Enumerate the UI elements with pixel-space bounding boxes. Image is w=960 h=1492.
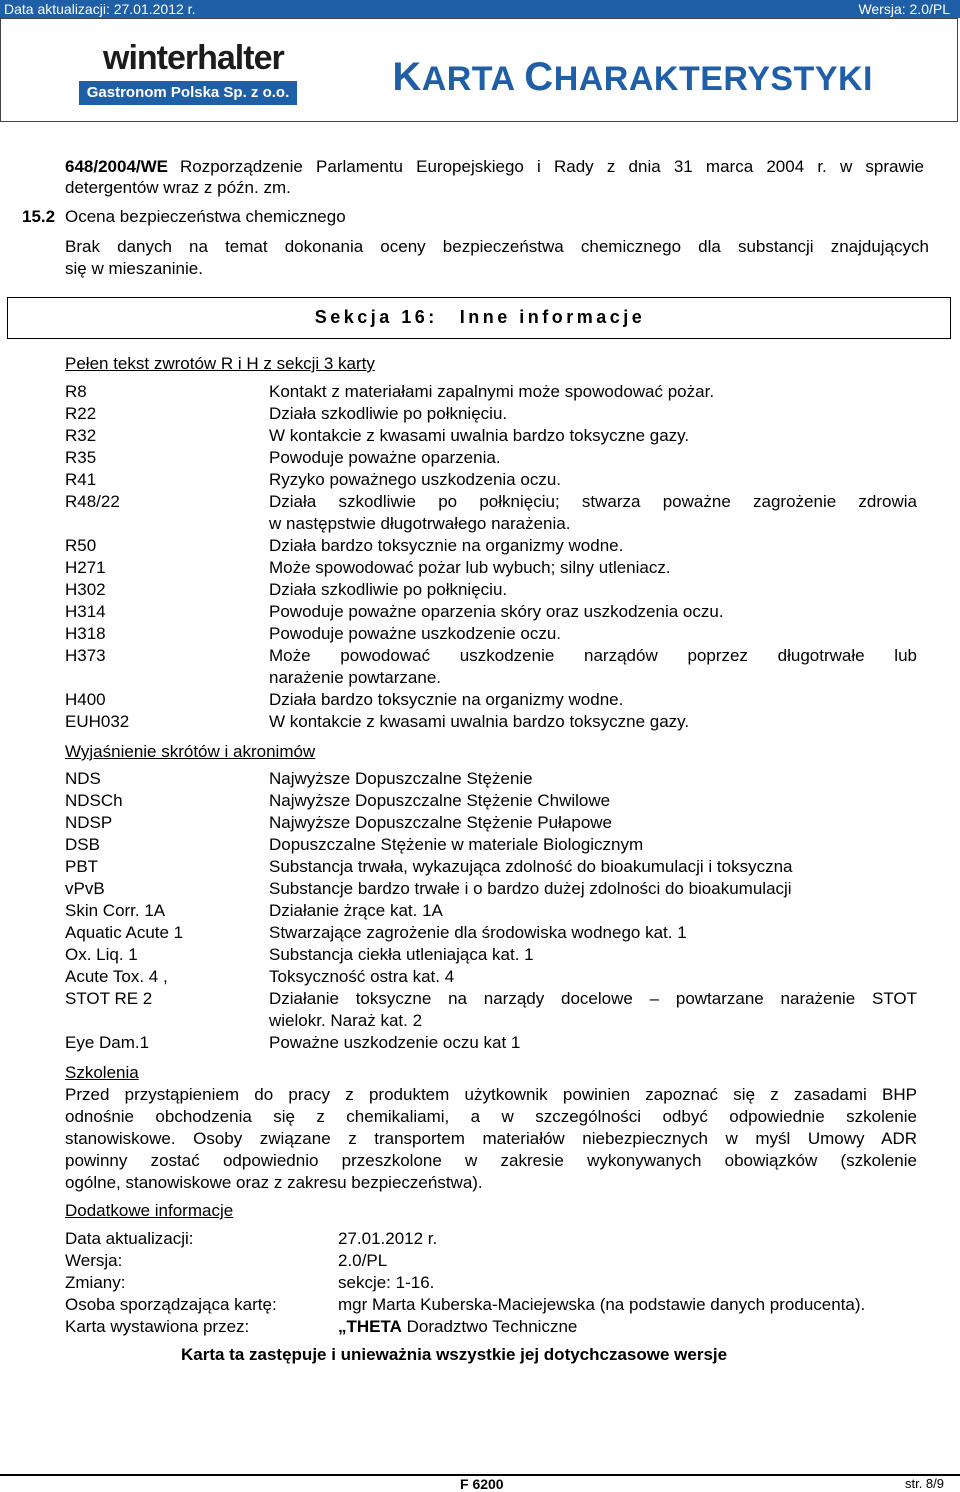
- document-header: [0, 18, 958, 122]
- phrase-code: R50: [65, 536, 97, 555]
- phrase-code: H302: [65, 580, 106, 599]
- update-date: Data aktualizacji: 27.01.2012 r.: [4, 1, 196, 17]
- abbreviation-text: Toksyczność ostra kat. 4: [269, 967, 455, 986]
- phrase-code: R8: [65, 382, 87, 401]
- abbreviation-code: Skin Corr. 1A: [65, 901, 166, 920]
- phrase-text: Działa bardzo toksycznie na organizmy wodne.: [269, 690, 624, 709]
- info-label: Zmiany:: [65, 1273, 126, 1292]
- phrase-text: Może powodować uszkodzenie narządów poprzez długotrwałe lub: [269, 646, 917, 665]
- replacement-note: Karta ta zastępuje i unieważnia wszystkie jej dotychczasowe wersje: [181, 1345, 728, 1364]
- abbreviation-text: Substancja ciekła utleniająca kat. 1: [269, 945, 534, 964]
- phrase-text: W kontakcie z kwasami uwalnia bardzo toksyczne gazy.: [269, 426, 690, 445]
- info-value: sekcje: 1-16.: [338, 1273, 435, 1292]
- phrase-text-cont: w następstwie długotrwałego narażenia.: [269, 514, 571, 533]
- info-label: Wersja:: [65, 1251, 123, 1270]
- training-line: stanowiskowe. Osoby związane z transportem materiałów niebezpiecznych w myśl Umowy ADR: [65, 1129, 917, 1148]
- phrase-code: R48/22: [65, 492, 120, 511]
- version: Wersja: 2.0/PL: [858, 1, 950, 17]
- info-value: 2.0/PL: [338, 1251, 388, 1270]
- abbreviation-code: Ox. Liq. 1: [65, 945, 138, 964]
- section-header: [7, 297, 951, 339]
- phrase-code: H400: [65, 690, 106, 709]
- phrase-text: Działa szkodliwie po połknięciu.: [269, 404, 508, 423]
- regulation-text: Rozporządzenie Parlamentu Europejskiego i Rady z dnia 31 marca 2004 r. w sprawie: [180, 157, 924, 176]
- training-heading: Szkolenia: [65, 1063, 139, 1082]
- abbreviation-code: Aquatic Acute 1: [65, 923, 184, 942]
- regulation-text-cont: detergentów wraz z późn. zm.: [65, 178, 291, 197]
- abbreviation-text: Dopuszczalne Stężenie w materiale Biologicznym: [269, 835, 644, 854]
- phrase-text: Ryzyko poważnego uszkodzenia oczu.: [269, 470, 561, 489]
- phrase-text: Powoduje poważne uszkodzenie oczu.: [269, 624, 562, 643]
- page-number: str. 8/9: [904, 1476, 944, 1491]
- company-logo: [79, 39, 297, 111]
- issued-by-value: „THETA Doradztwo Techniczne: [338, 1317, 578, 1336]
- training-line: odnośnie obchodzenia się z chemikaliami, a w szczególności odbyć odpowiednie szkolenie: [65, 1107, 917, 1126]
- phrase-text: Działa bardzo toksycznie na organizmy wodne.: [269, 536, 624, 555]
- phrase-code: R35: [65, 448, 97, 467]
- phrases-heading: Pełen tekst zwrotów R i H z sekcji 3 karty: [65, 354, 375, 373]
- abbreviation-text: Najwyższe Dopuszczalne Stężenie Pułapowe: [269, 813, 613, 832]
- abbreviation-code: NDS: [65, 769, 101, 788]
- phrase-text: Kontakt z materiałami zapalnymi może spowodować pożar.: [269, 382, 715, 401]
- abbreviation-text: Działanie żrące kat. 1A: [269, 901, 443, 920]
- info-label: Data aktualizacji:: [65, 1229, 194, 1248]
- phrase-text: Powoduje poważne oparzenia skóry oraz uszkodzenia oczu.: [269, 602, 724, 621]
- info-value: mgr Marta Kuberska-Maciejewska (na podstawie danych producenta).: [338, 1295, 866, 1314]
- abbreviation-code: vPvB: [65, 879, 105, 898]
- abbreviation-code: NDSP: [65, 813, 113, 832]
- abbreviation-code: PBT: [65, 857, 99, 876]
- phrase-text: Działa szkodliwie po połknięciu; stwarza poważne zagrożenie zdrowia: [269, 492, 917, 511]
- section-title: Sekcja 16: Inne informacje: [314, 307, 646, 327]
- phrase-code: H373: [65, 646, 106, 665]
- phrase-text: Może spowodować pożar lub wybuch; silny utleniacz.: [269, 558, 671, 577]
- abbreviation-text: Najwyższe Dopuszczalne Stężenie: [269, 769, 533, 788]
- abbreviation-text: Poważne uszkodzenie oczu kat 1: [269, 1033, 521, 1052]
- info-value: 27.01.2012 r.: [338, 1229, 438, 1248]
- phrase-text: W kontakcie z kwasami uwalnia bardzo toksyczne gazy.: [269, 712, 690, 731]
- footer-code: F 6200: [460, 1476, 504, 1492]
- subsection-title: Ocena bezpieczeństwa chemicznego: [65, 207, 346, 226]
- abbreviation-text-cont: wielokr. Naraż kat. 2: [269, 1011, 423, 1030]
- top-bar: [0, 0, 960, 18]
- abbreviation-code: DSB: [65, 835, 100, 854]
- training-line: Przed przystąpieniem do pracy z produktem użytkownik powinien zapoznać się z zasadami BHP: [65, 1085, 917, 1104]
- info-label: Osoba sporządzająca kartę:: [65, 1295, 277, 1314]
- abbreviation-text: Substancje bardzo trwałe i o bardzo dużej zdolności do bioakumulacji: [269, 879, 792, 898]
- abbreviation-code: Acute Tox. 4 ,: [65, 967, 168, 986]
- phrase-code: H271: [65, 558, 106, 577]
- document-title: KARTA CHARAKTERYSTYKI: [392, 55, 873, 99]
- training-line: powinny zostać odpowiednio przeszkolone w zakresie wykonywanych obowiązków (szkolenie: [65, 1151, 917, 1170]
- abbreviation-text: Substancja trwała, wykazująca zdolność do bioakumulacji i toksyczna: [269, 857, 793, 876]
- logo-subtitle: Gastronom Polska Sp. z o.o.: [79, 81, 297, 105]
- abbreviation-text: Działanie toksyczne na narządy docelowe – powtarzane narażenie STOT: [269, 989, 917, 1008]
- phrase-code: H314: [65, 602, 106, 621]
- subsection-text: Brak danych na temat dokonania oceny bezpieczeństwa chemicznego dla substancji znajdujących: [65, 237, 929, 256]
- subsection-text-cont: się w mieszaninie.: [65, 259, 203, 278]
- phrase-text-cont: narażenie powtarzane.: [269, 668, 442, 687]
- phrase-code: R22: [65, 404, 97, 423]
- abbreviation-code: STOT RE 2: [65, 989, 153, 1008]
- phrase-code: H318: [65, 624, 106, 643]
- phrase-text: Działa szkodliwie po połknięciu.: [269, 580, 508, 599]
- additional-heading: Dodatkowe informacje: [65, 1201, 234, 1220]
- training-line: ogólne, stanowiskowe oraz z zakresu bezpieczeństwa).: [65, 1173, 483, 1192]
- subsection-number: 15.2: [22, 207, 56, 226]
- abbreviation-code: NDSCh: [65, 791, 123, 810]
- abbreviation-text: Stwarzające zagrożenie dla środowiska wodnego kat. 1: [269, 923, 687, 942]
- regulation-code: 648/2004/WE: [65, 157, 169, 176]
- logo-wordmark: winterhalter: [103, 39, 284, 77]
- phrase-text: Powoduje poważne oparzenia.: [269, 448, 501, 467]
- abbreviations-heading: Wyjaśnienie skrótów i akronimów: [65, 742, 316, 761]
- phrase-code: R32: [65, 426, 97, 445]
- phrase-code: EUH032: [65, 712, 130, 731]
- issued-by-label: Karta wystawiona przez:: [65, 1317, 250, 1336]
- abbreviation-text: Najwyższe Dopuszczalne Stężenie Chwilowe: [269, 791, 611, 810]
- phrase-code: R41: [65, 470, 97, 489]
- abbreviation-code: Eye Dam.1: [65, 1033, 150, 1052]
